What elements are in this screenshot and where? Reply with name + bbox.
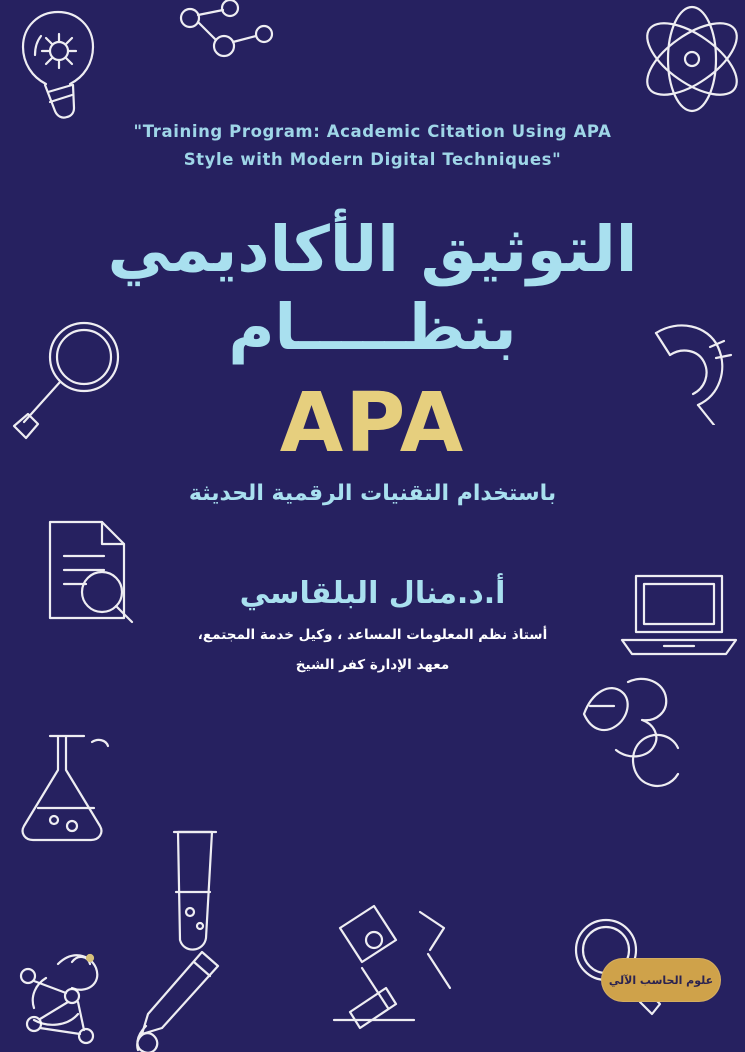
title-line-3: باستخدام التقنيات الرقمية الحديثة	[188, 481, 557, 507]
author-name: أ.د.منال البلقاسي	[239, 576, 506, 612]
title-line-1: التوثيق الأكاديمي	[107, 212, 638, 286]
english-subtitle: "Training Program: Academic Citation Using APA Style with Modern Digital Techniques"	[133, 122, 612, 170]
author-role: أستاذ نظم المعلومات المساعد ، وكيل خدمة المجتمع،	[197, 627, 548, 644]
author-institute: معهد الإدارة كفر الشيخ	[295, 657, 450, 674]
title-line-2: بنظـــــام	[228, 290, 517, 364]
department-badge: علوم الحاسب الآلي	[601, 958, 721, 1002]
title-acronym: APA	[279, 376, 466, 472]
